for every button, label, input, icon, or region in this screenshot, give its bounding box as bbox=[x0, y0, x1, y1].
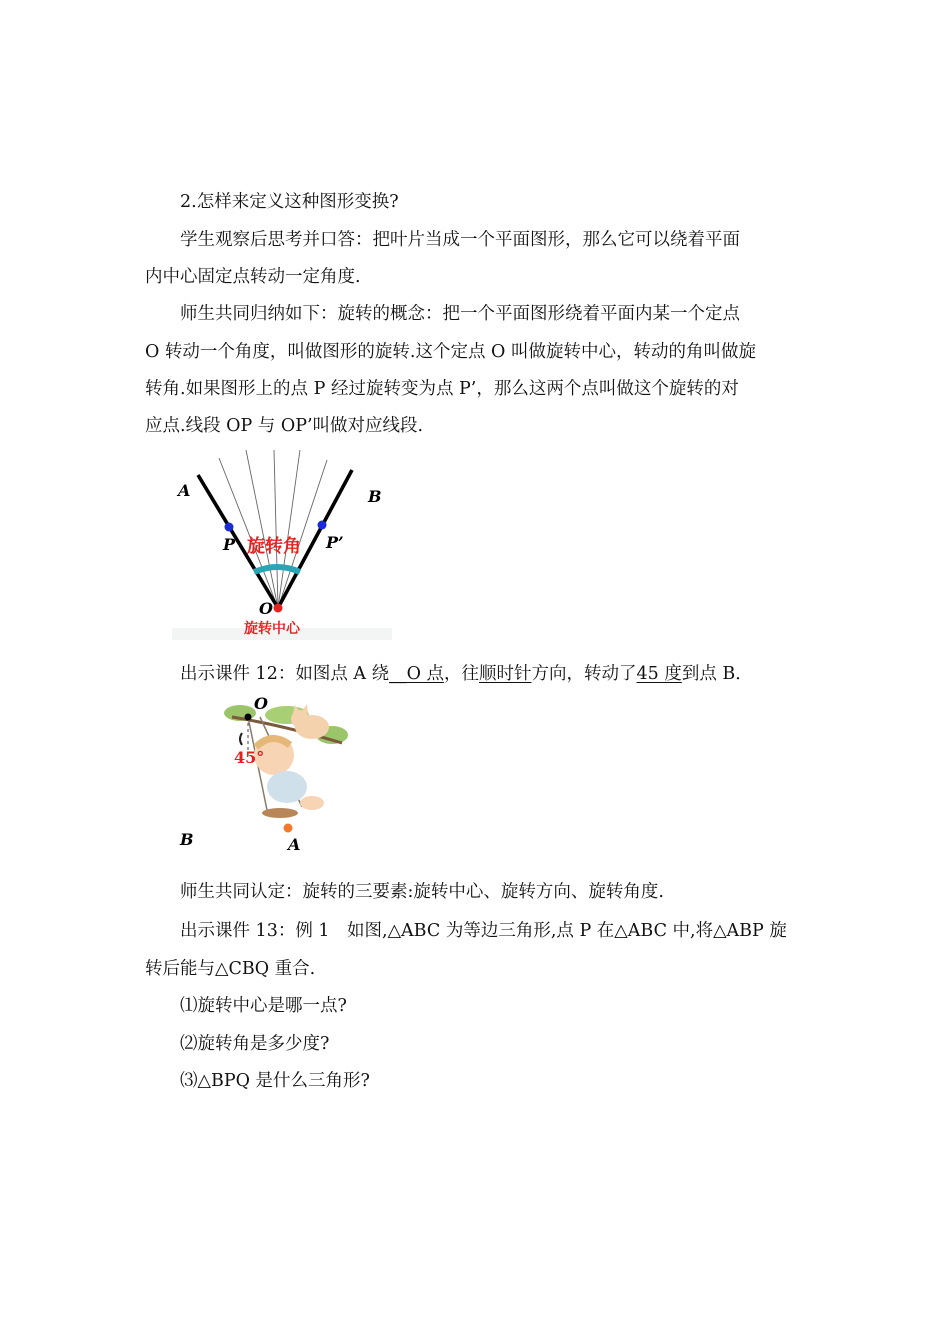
cw12-prefix: 出示课件 12：如图点 A 绕 bbox=[180, 664, 390, 684]
label-P-prime: P’ bbox=[326, 533, 344, 552]
tree-leaves bbox=[224, 705, 348, 744]
cw12-blank-direction: 顺时针 bbox=[479, 664, 532, 684]
question-2-angle: ⑵旋转角是多少度? bbox=[180, 1034, 330, 1054]
question-1: ⑴旋转中心是哪一点? bbox=[180, 996, 347, 1016]
label-O: O bbox=[254, 695, 268, 713]
swing-illustration bbox=[172, 695, 362, 855]
baby-icon bbox=[254, 735, 324, 818]
example-1-line-2: 转后能与△CBQ 重合. bbox=[145, 959, 316, 979]
point-O bbox=[245, 714, 252, 721]
label-A: A bbox=[178, 481, 191, 500]
label-B: B bbox=[180, 830, 194, 849]
label-P: P bbox=[223, 535, 236, 554]
angle-label: 45° bbox=[234, 748, 265, 767]
cw12-blank-center: __O 点 bbox=[389, 664, 445, 684]
ray bbox=[219, 458, 278, 608]
ray bbox=[274, 450, 278, 608]
point-P bbox=[225, 523, 234, 532]
rotation-angle-label: 旋转角 bbox=[247, 536, 301, 557]
concept-line-2: O 转动一个角度，叫做图形的旋转.这个定点 O 叫做旋转中心，转动的角叫做旋 bbox=[145, 342, 756, 362]
question-2: 2.怎样来定义这种图形变换? bbox=[180, 192, 399, 212]
student-answer-line-1: 学生观察后思考并口答：把叶片当成一个平面图形，那么它可以绕着平面 bbox=[180, 230, 740, 250]
concept-line-3: 转角.如果图形上的点 P 经过旋转变为点 P’，那么这两个点叫做这个旋转的对 bbox=[145, 379, 739, 399]
three-elements-line: 师生共同认定：旋转的三要素:旋转中心、旋转方向、旋转角度. bbox=[180, 882, 664, 902]
point-O bbox=[274, 604, 283, 613]
question-3: ⑶△BPQ 是什么三角形? bbox=[180, 1071, 370, 1091]
cw12-suffix: 到点 B． bbox=[681, 664, 753, 684]
courseware-12-line bbox=[145, 656, 850, 693]
label-O: O bbox=[259, 599, 273, 618]
cw12-mid: ，往 bbox=[444, 664, 480, 684]
example-1-line-1: 出示课件 13：例 1 如图,△ABC 为等边三角形,点 P 在△ABC 中,将△ABP 旋 bbox=[180, 921, 787, 941]
label-A: A bbox=[288, 835, 301, 854]
concept-line-4: 应点.线段 OP 与 OP’叫做对应线段. bbox=[145, 416, 424, 436]
point-A bbox=[284, 824, 293, 833]
rotation-center-label: 旋转中心 bbox=[244, 621, 300, 637]
cw12-mid2: 方向，转动了 bbox=[531, 664, 637, 684]
label-B: B bbox=[368, 487, 382, 506]
point-P-prime bbox=[318, 521, 327, 530]
student-answer-line-2: 内中心固定点转动一定角度. bbox=[145, 267, 361, 287]
cat-icon bbox=[291, 704, 329, 739]
rotation-rays bbox=[219, 450, 327, 608]
concept-line-1: 师生共同归纳如下：旋转的概念：把一个平面图形绕着平面内某一个定点 bbox=[180, 304, 740, 324]
rotation-arrow-icon bbox=[240, 733, 242, 745]
cw12-blank-angle: 45 度 bbox=[636, 664, 682, 684]
rotation-angle-diagram bbox=[172, 450, 392, 640]
